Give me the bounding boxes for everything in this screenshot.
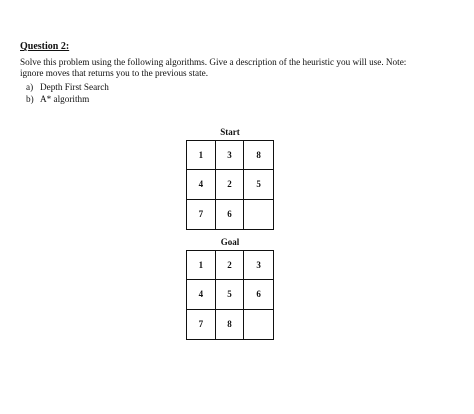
algorithm-marker: b) bbox=[26, 93, 34, 104]
goal-tile: 5 bbox=[216, 280, 245, 309]
goal-caption: Goal bbox=[220, 237, 240, 247]
instructions-line-2: ignore moves that returns you to the previous state. bbox=[20, 68, 209, 78]
start-tile: 2 bbox=[216, 170, 245, 199]
goal-tile: 3 bbox=[244, 251, 273, 280]
start-tile: 4 bbox=[187, 170, 216, 199]
algorithm-label: Depth First Search bbox=[40, 82, 109, 92]
goal-tile: 6 bbox=[244, 280, 273, 309]
goal-tile: 4 bbox=[187, 280, 216, 309]
goal-state-grid bbox=[186, 250, 274, 340]
start-caption: Start bbox=[220, 127, 240, 137]
start-tile: 5 bbox=[244, 170, 273, 199]
algorithm-list bbox=[26, 82, 109, 105]
algorithm-label: A* algorithm bbox=[40, 93, 90, 104]
start-tile-blank bbox=[244, 200, 273, 229]
goal-tile: 7 bbox=[187, 310, 216, 339]
question-instructions bbox=[20, 57, 460, 79]
goal-tile: 2 bbox=[216, 251, 245, 280]
goal-tile: 1 bbox=[187, 251, 216, 280]
instructions-line-1: Solve this problem using the following algorithms. Give a description of the heuristic you will use. Note: bbox=[20, 57, 407, 67]
algorithm-item bbox=[26, 94, 109, 106]
start-tile: 6 bbox=[216, 200, 245, 229]
start-tile: 1 bbox=[187, 141, 216, 170]
algorithm-item bbox=[26, 82, 109, 94]
goal-tile-blank bbox=[244, 310, 273, 339]
question-title: Question 2: bbox=[20, 41, 70, 52]
goal-tile: 8 bbox=[216, 310, 245, 339]
start-tile: 3 bbox=[216, 141, 245, 170]
algorithm-marker: a) bbox=[26, 82, 34, 92]
start-state-grid bbox=[186, 140, 274, 230]
start-tile: 8 bbox=[244, 141, 273, 170]
start-tile: 7 bbox=[187, 200, 216, 229]
